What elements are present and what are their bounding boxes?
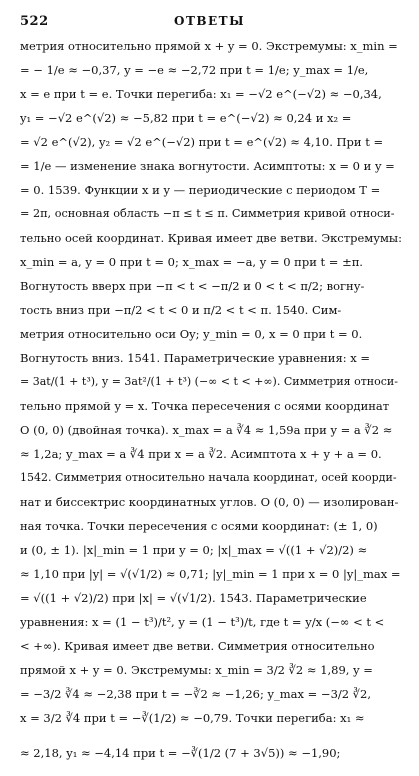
text-line-6: = 1/e — изменение знака вогнутости. Асимптоты: x = 0 и y = [20,159,395,173]
text-line-13: метрия относительно оси Oy; y_min = 0, x = 0 при t = 0. [20,327,363,341]
text-line-5: = √2 e^(√2), y₂ = √2 e^(−√2) при t = e^(√2) ≈ 4,10. При t = [20,135,384,149]
text-line-10: x_min = a, y = 0 при t = 0; x_max = −a, y = 0 при t = ±π. [20,255,363,269]
text-line-20: нат и биссектрис координатных углов. O (0, 0) — изолирован- [20,495,399,509]
text-line-19: 1542. Симметрия относительно начала координат, осей коорди- [20,471,397,484]
text-line-27: прямой x + y = 0. Экстремумы: x_min = 3/2 ∛2 ≈ 1,89, y = [20,663,373,677]
text-line-22: и (0, ± 1). |x|_min = 1 при y = 0; |x|_max = √((1 + √2)/2) ≈ [20,543,368,557]
text-line-17: O (0, 0) (двойная точка). x_max = a ∛4 ≈ 1,59a при y = a ∛2 ≈ [20,423,393,437]
text-line-15: = 3at/(1 + t³), y = 3at²/(1 + t³) (−∞ < t < +∞). Симметрия относи- [20,375,398,388]
text-line-7: = 0. 1539. Функции x и y — периодические с периодом T = [20,183,381,197]
text-line-30: ≈ 2,18, y₁ ≈ −4,14 при t = −∛(1/2 (7 + 3√5)) ≈ −1,90; [20,746,341,760]
text-line-8: = 2π, основная область −π ≤ t ≤ π. Симметрия кривой относи- [20,207,395,220]
text-line-18: ≈ 1,2a; y_max = a ∛4 при x = a ∛2. Асимптота x + y + a = 0. [20,447,382,461]
page-number: 522 [20,14,49,29]
text-line-25: уравнения: x = (1 − t³)/t², y = (1 − t³)/t, где t = y/x (−∞ < t < [20,615,385,629]
text-line-21: ная точка. Точки пересечения с осями координат: (± 1, 0) [20,519,378,533]
text-line-14: Вогнутость вниз. 1541. Параметрические уравнения: x = [20,351,371,365]
text-line-29: x = 3/2 ∛4 при t = −∛(1/2) ≈ −0,79. Точки перегиба: x₁ ≈ [20,711,365,725]
answer-text [20,34,402,776]
running-head: ОТВЕТЫ [173,14,246,28]
text-line-3: x = e при t = e. Точки перегиба: x₁ = −√2 e^(−√2) ≈ −0,34, [20,87,382,101]
text-line-9: тельно осей координат. Кривая имеет две ветви. Экстремумы: [20,231,402,245]
text-line-23: ≈ 1,10 при |y| = √(√1/2) ≈ 0,71; |y|_min = 1 при x = 0 |y|_max = [20,567,401,581]
text-line-1: метрия относительно прямой x + y = 0. Экстремумы: x_min = [20,39,398,53]
text-line-2: = − 1/e ≈ −0,37, y = −e ≈ −2,72 при t = 1/e; y_max = 1/e, [20,63,369,77]
text-line-11: Вогнутость вверх при −π < t < −π/2 и 0 < t < π/2; вогну- [20,279,365,293]
text-line-12: тость вниз при −π/2 < t < 0 и π/2 < t < π. 1540. Сим- [20,303,342,317]
page-header [0,0,419,32]
text-line-26: < +∞). Кривая имеет две ветви. Симметрия относительно [20,639,375,653]
text-line-16: тельно прямой y = x. Точка пересечения с осями координат [20,399,390,413]
text-line-4: y₁ = −√2 e^(√2) ≈ −5,82 при t = e^(−√2) ≈ 0,24 и x₂ = [20,111,352,125]
text-line-28: = −3/2 ∛4 ≈ −2,38 при t = −∛2 ≈ −1,26; y_max = −3/2 ∛2, [20,687,372,701]
text-line-24: = √((1 + √2)/2) при |x| = √(√1/2). 1543. Параметрические [20,591,367,605]
